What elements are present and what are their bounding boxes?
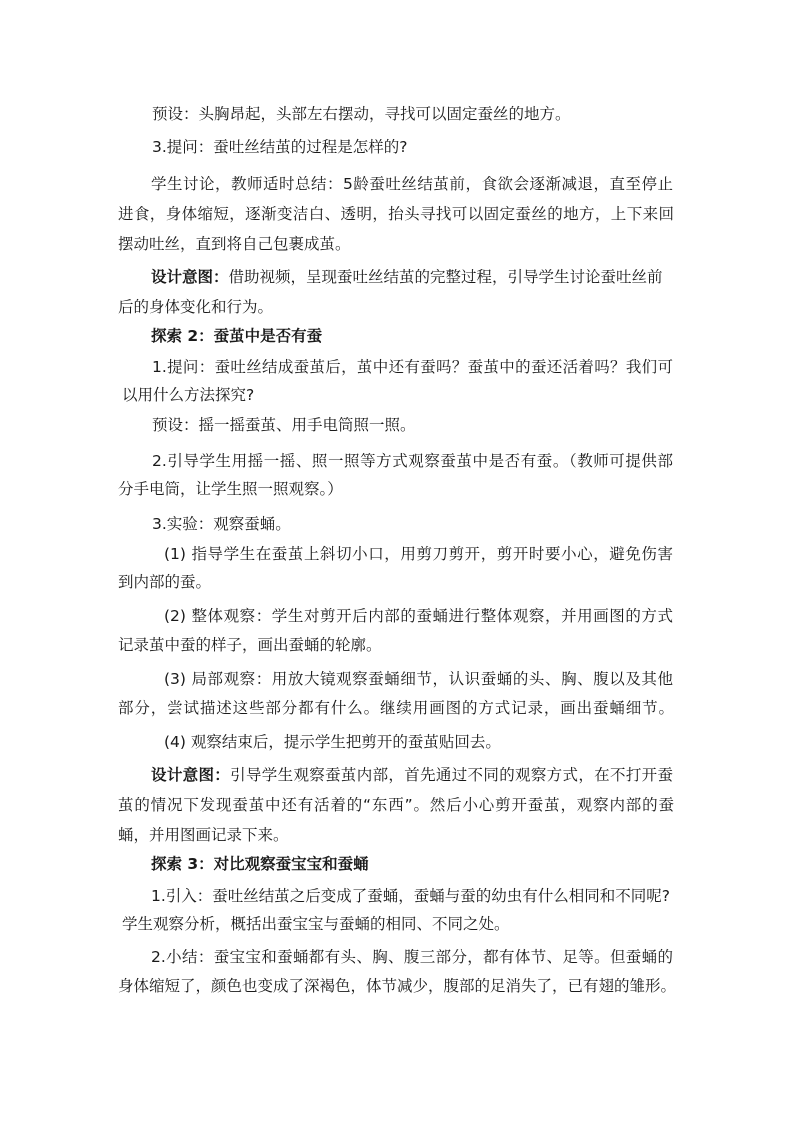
design-intent-1-line-2: 后的身体变化和行为。 — [118, 298, 274, 316]
preset-answer-line: 预设：头胸昂起，头部左右摆动，寻找可以固定蚕丝的地方。 — [152, 105, 571, 123]
experiment-heading-line: 3.实验：观察蚕蛹。 — [152, 515, 291, 533]
design-intent-2-line-2: 茧的情况下发现蚕茧中还有活着的“东西”。然后小心剪开蚕茧，观察内部的蚕 — [118, 796, 674, 814]
design-intent-label: 设计意图： — [151, 268, 229, 286]
design-intent-2-line-3: 蛹，并用图画记录下来。 — [118, 826, 289, 844]
question-3-line: 3.提问：蚕吐丝结茧的过程是怎样的? — [152, 138, 408, 156]
explore-2-preset-line: 预设：摇一摇蚕茧、用手电筒照一照。 — [152, 416, 416, 434]
explore-3-intro-line: 1.引入：蚕吐丝结茧之后变成了蚕蛹，蚕蛹与蚕的幼虫有什么相同和不同呢? — [151, 887, 671, 905]
design-intent-text: 引导学生观察蚕茧内部，首先通过不同的观察方式，在不打开蚕 — [230, 766, 673, 784]
section-heading-explore-2: 探索 2：蚕茧中是否有蚕 — [151, 327, 323, 345]
design-intent-label: 设计意图： — [151, 766, 231, 784]
experiment-step-1-line-1: (1) 指导学生在蚕茧上斜切小口，用剪刀剪开，剪开时要小心，避免伤害 — [164, 545, 673, 563]
explore-3-summary-line-2: 身体缩短了，颜色也变成了深褐色，体节减少，腹部的足消失了，已有翅的雏形。 — [118, 977, 677, 995]
explore-3-summary-line-1: 2.小结：蚕宝宝和蚕蛹都有头、胸、腹三部分，都有体节、足等。但蚕蛹的 — [151, 948, 673, 966]
experiment-step-3-line-1: (3) 局部观察：用放大镜观察蚕蛹细节，认识蚕蛹的头、胸、腹以及其他 — [164, 670, 673, 688]
discussion-line-3: 摆动吐丝，直到将自己包裹成茧。 — [118, 235, 351, 253]
explore-2-question-line-1: 1.提问：蚕吐丝结成蚕茧后，茧中还有蚕吗？蚕茧中的蚕还活着吗？我们可 — [152, 358, 673, 376]
experiment-step-1-line-2: 到内部的蚕。 — [118, 573, 212, 591]
experiment-step-4-line: (4) 观察结束后，提示学生把剪开的蚕茧贴回去。 — [164, 733, 501, 751]
experiment-step-3-line-2: 部分，尝试描述这些部分都有什么。继续用画图的方式记录，画出蚕蛹细节。 — [118, 699, 674, 717]
explore-2-question-line-2: 以用什么方法探究? — [122, 386, 255, 404]
discussion-line-2: 进食，身体缩短，逐渐变洁白、透明，抬头寻找可以固定蚕丝的地方，上下来回 — [118, 205, 674, 223]
design-intent-1-line-1 — [151, 266, 663, 288]
discussion-line-1: 学生讨论，教师适时总结：5龄蚕吐丝结茧前，食欲会逐渐减退，直至停止 — [151, 175, 673, 193]
design-intent-2-line-1 — [151, 764, 673, 786]
experiment-step-2-line-2: 记录茧中蚕的样子，画出蚕蛹的轮廓。 — [118, 636, 382, 654]
explore-2-step-2-line-1: 2.引导学生用摇一摇、照一照等方式观察蚕茧中是否有蚕。（教师可提供部 — [152, 452, 673, 470]
design-intent-text: 借助视频，呈现蚕吐丝结茧的完整过程，引导学生讨论蚕吐丝前 — [228, 268, 663, 286]
explore-3-analysis-line: 学生观察分析，概括出蚕宝宝与蚕蛹的相同、不同之处。 — [122, 915, 510, 933]
explore-2-step-2-line-2: 分手电筒，让学生照一照观察。） — [118, 480, 343, 498]
experiment-step-2-line-1: (2) 整体观察：学生对剪开后内部的蚕蛹进行整体观察，并用画图的方式 — [164, 607, 673, 625]
section-heading-explore-3: 探索 3：对比观察蚕宝宝和蚕蛹 — [151, 855, 369, 873]
